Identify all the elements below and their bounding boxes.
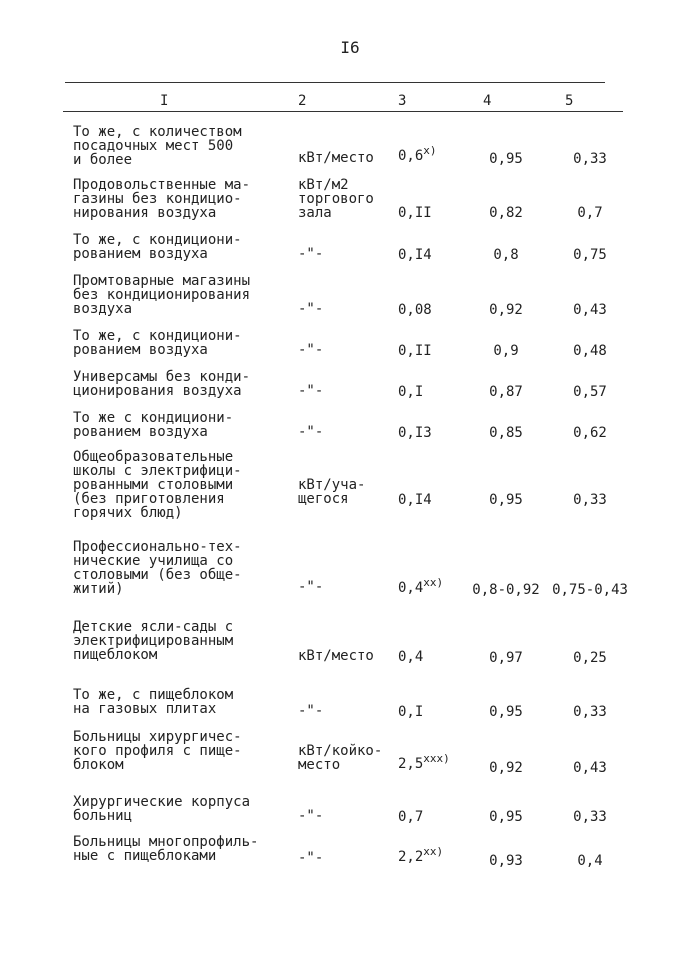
row-col4: 0,82 <box>489 205 523 221</box>
footnote-marker: xxx) <box>423 752 450 765</box>
column-header-3: 3 <box>398 93 407 109</box>
row-description: Общеобразовательные школы с электрифици- рованными столовыми (без приготовления горячих блюд) <box>73 449 242 521</box>
row-col5: 0,48 <box>573 343 607 359</box>
row-unit: кВт/койко- место <box>298 743 383 773</box>
row-unit: -"- <box>298 424 324 440</box>
row-value <box>398 343 432 359</box>
row-value <box>398 649 423 665</box>
row-description: Больницы многопрофиль- ные с пищеблоками <box>73 834 259 864</box>
row-value <box>398 384 423 400</box>
row-value <box>398 425 432 441</box>
row-description: То же, с кондициони- рованием воздуха <box>73 328 242 358</box>
row-col4: 0,97 <box>489 650 523 666</box>
row-col5: 0,33 <box>573 809 607 825</box>
row-col4: 0,87 <box>489 384 523 400</box>
row-col4: 0,95 <box>489 151 523 167</box>
row-unit: -"- <box>298 703 324 719</box>
row-unit: -"- <box>298 301 324 317</box>
row-value <box>398 302 432 318</box>
row-col5: 0,75-0,43 <box>552 582 628 598</box>
row-col5: 0,62 <box>573 425 607 441</box>
row-unit: -"- <box>298 246 324 262</box>
row-col4: 0,95 <box>489 809 523 825</box>
row-description: То же, с пищеблоком на газовых плитах <box>73 687 234 717</box>
row-col5: 0,43 <box>573 760 607 776</box>
row-description: Промтоварные магазины без кондиционирования воздуха <box>73 273 251 317</box>
row-col5: 0,43 <box>573 302 607 318</box>
row-value <box>398 704 423 720</box>
row-value-number: 0,I <box>398 704 424 720</box>
row-value-number: 0,I4 <box>398 247 432 263</box>
row-unit: кВт/место <box>298 150 374 166</box>
row-col4: 0,92 <box>489 302 523 318</box>
row-value-number: 0,08 <box>398 302 432 318</box>
row-unit: -"- <box>298 850 324 866</box>
row-col5: 0,4 <box>577 853 603 869</box>
row-description: То же, с кондициони- рованием воздуха <box>73 232 242 262</box>
row-value <box>398 205 432 221</box>
row-col4: 0,93 <box>489 853 523 869</box>
row-value-number: 0,4 <box>398 649 424 665</box>
page-number: I6 <box>340 38 360 57</box>
row-col5: 0,33 <box>573 151 607 167</box>
row-value-number: 0,II <box>398 205 432 221</box>
footnote-marker: x) <box>423 144 437 157</box>
row-value-number: 0,I3 <box>398 425 432 441</box>
row-col4: 0,9 <box>493 343 519 359</box>
header-bottom-rule <box>63 111 623 112</box>
row-value-number: 0,4 <box>398 580 424 596</box>
row-value <box>398 576 444 596</box>
row-value-number: 0,7 <box>398 809 424 825</box>
row-description: Профессионально-тех- нические училища со столовыми (без обще- житий) <box>73 539 242 597</box>
row-description: Универсамы без конди- ционирования воздуха <box>73 369 251 399</box>
row-description: То же с кондициони- рованием воздуха <box>73 410 234 440</box>
row-value-number: 2,2 <box>398 849 424 865</box>
row-description: Хирургические корпуса больниц <box>73 794 251 824</box>
column-header-4: 4 <box>483 93 492 109</box>
row-col4: 0,92 <box>489 760 523 776</box>
row-unit: -"- <box>298 383 324 399</box>
row-value-number: 2,5 <box>398 756 424 772</box>
row-unit: кВт/место <box>298 648 374 664</box>
footnote-marker: xx) <box>423 576 444 589</box>
row-col5: 0,75 <box>573 247 607 263</box>
row-value <box>398 247 432 263</box>
row-unit: кВт/уча- щегося <box>298 477 366 507</box>
row-unit: кВт/м2 торгового зала <box>298 177 374 221</box>
row-col5: 0,57 <box>573 384 607 400</box>
row-unit: -"- <box>298 579 324 595</box>
row-value-number: 0,I4 <box>398 492 432 508</box>
row-value <box>398 144 437 164</box>
row-value <box>398 845 444 865</box>
table-top-rule <box>65 82 605 83</box>
row-col4: 0,95 <box>489 704 523 720</box>
column-header-2: 2 <box>298 93 307 109</box>
row-value <box>398 492 432 508</box>
row-col5: 0,25 <box>573 650 607 666</box>
row-description: Больницы хирургичес- кого профиля с пище- блоком <box>73 729 242 773</box>
row-col4: 0,95 <box>489 492 523 508</box>
row-col4: 0,85 <box>489 425 523 441</box>
row-description: Продовольственные ма- газины без кондицио- нирования воздуха <box>73 177 251 221</box>
row-description: То же, с количеством посадочных мест 500 и более <box>73 124 242 168</box>
row-col4: 0,8-0,92 <box>472 582 540 598</box>
row-value <box>398 809 423 825</box>
row-value-number: 0,I <box>398 384 424 400</box>
row-unit: -"- <box>298 342 324 358</box>
row-value <box>398 752 450 772</box>
row-value-number: 0,II <box>398 343 432 359</box>
row-col5: 0,33 <box>573 704 607 720</box>
row-value-number: 0,6 <box>398 148 424 164</box>
row-col5: 0,7 <box>577 205 603 221</box>
row-col4: 0,8 <box>493 247 519 263</box>
row-unit: -"- <box>298 808 324 824</box>
row-description: Детские ясли-сады с электрифицированным пищеблоком <box>73 619 234 663</box>
column-header-1: I <box>160 93 169 109</box>
column-header-5: 5 <box>565 93 574 109</box>
footnote-marker: xx) <box>423 845 444 858</box>
row-col5: 0,33 <box>573 492 607 508</box>
